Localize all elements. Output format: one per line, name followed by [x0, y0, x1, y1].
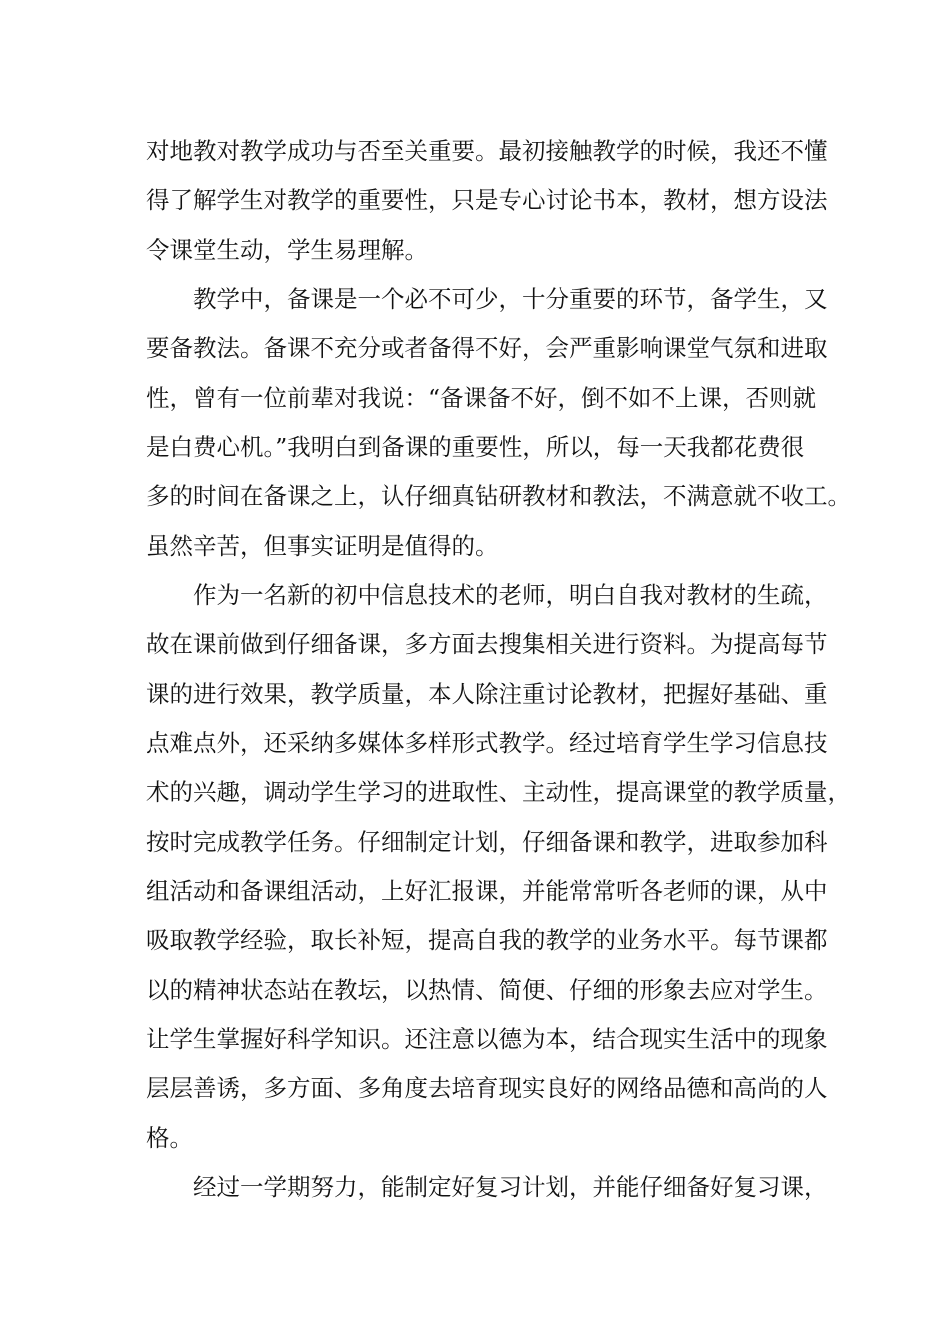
text-line: 以的精神状态站在教坛，以热情、简便、仔细的形象去应对学生。 [146, 976, 828, 1004]
text-line: 故在课前做到仔细备课，多方面去搜集相关进行资料。为提高每节 [146, 630, 828, 658]
paragraph-first-line: 经过一学期努力，能制定好复习计划，并能仔细备好复习课， [193, 1173, 828, 1201]
text-line: 性，曾有一位前辈对我说：“备课备不好，倒不如不上课，否则就 [146, 384, 817, 412]
text-line: 对地教对教学成功与否至关重要。最初接触教学的时候，我还不懂 [146, 137, 828, 165]
text-line: 多的时间在备课之上，认仔细真钻研教材和教法，不满意就不收工。 [146, 482, 851, 510]
paragraph-first-line: 作为一名新的初中信息技术的老师，明白自我对教材的生疏， [193, 581, 828, 609]
text-line: 要备教法。备课不充分或者备得不好，会严重影响课堂气氛和进取 [146, 334, 828, 362]
text-line: 得了解学生对教学的重要性，只是专心讨论书本，教材，想方设法 [146, 186, 828, 214]
text-line: 吸取教学经验，取长补短，提高自我的教学的业务水平。每节课都 [146, 926, 828, 954]
text-line: 点难点外，还采纳多媒体多样形式教学。经过培育学生学习信息技 [146, 729, 828, 757]
text-line: 是白费心机。”我明白到备课的重要性，所以，每一天我都花费很 [146, 433, 805, 461]
paragraph-first-line: 教学中，备课是一个必不可少，十分重要的环节，备学生，又 [193, 285, 828, 313]
text-line: 课的进行效果，教学质量，本人除注重讨论教材，把握好基础、重 [146, 680, 828, 708]
text-line: 组活动和备课组活动，上好汇报课，并能常常听各老师的课，从中 [146, 877, 828, 905]
text-line: 按时完成教学任务。仔细制定计划，仔细备课和教学，进取参加科 [146, 828, 828, 856]
text-line: 令课堂生动，学生易理解。 [146, 236, 428, 264]
text-line: 层层善诱，多方面、多角度去培育现实良好的网络品德和高尚的人 [146, 1074, 828, 1102]
text-line: 让学生掌握好科学知识。还注意以德为本，结合现实生活中的现象 [146, 1025, 828, 1053]
text-line: 术的兴趣，调动学生学习的进取性、主动性，提高课堂的教学质量， [146, 778, 851, 806]
text-line: 虽然辛苦，但事实证明是值得的。 [146, 532, 499, 560]
text-line: 格。 [146, 1124, 193, 1152]
